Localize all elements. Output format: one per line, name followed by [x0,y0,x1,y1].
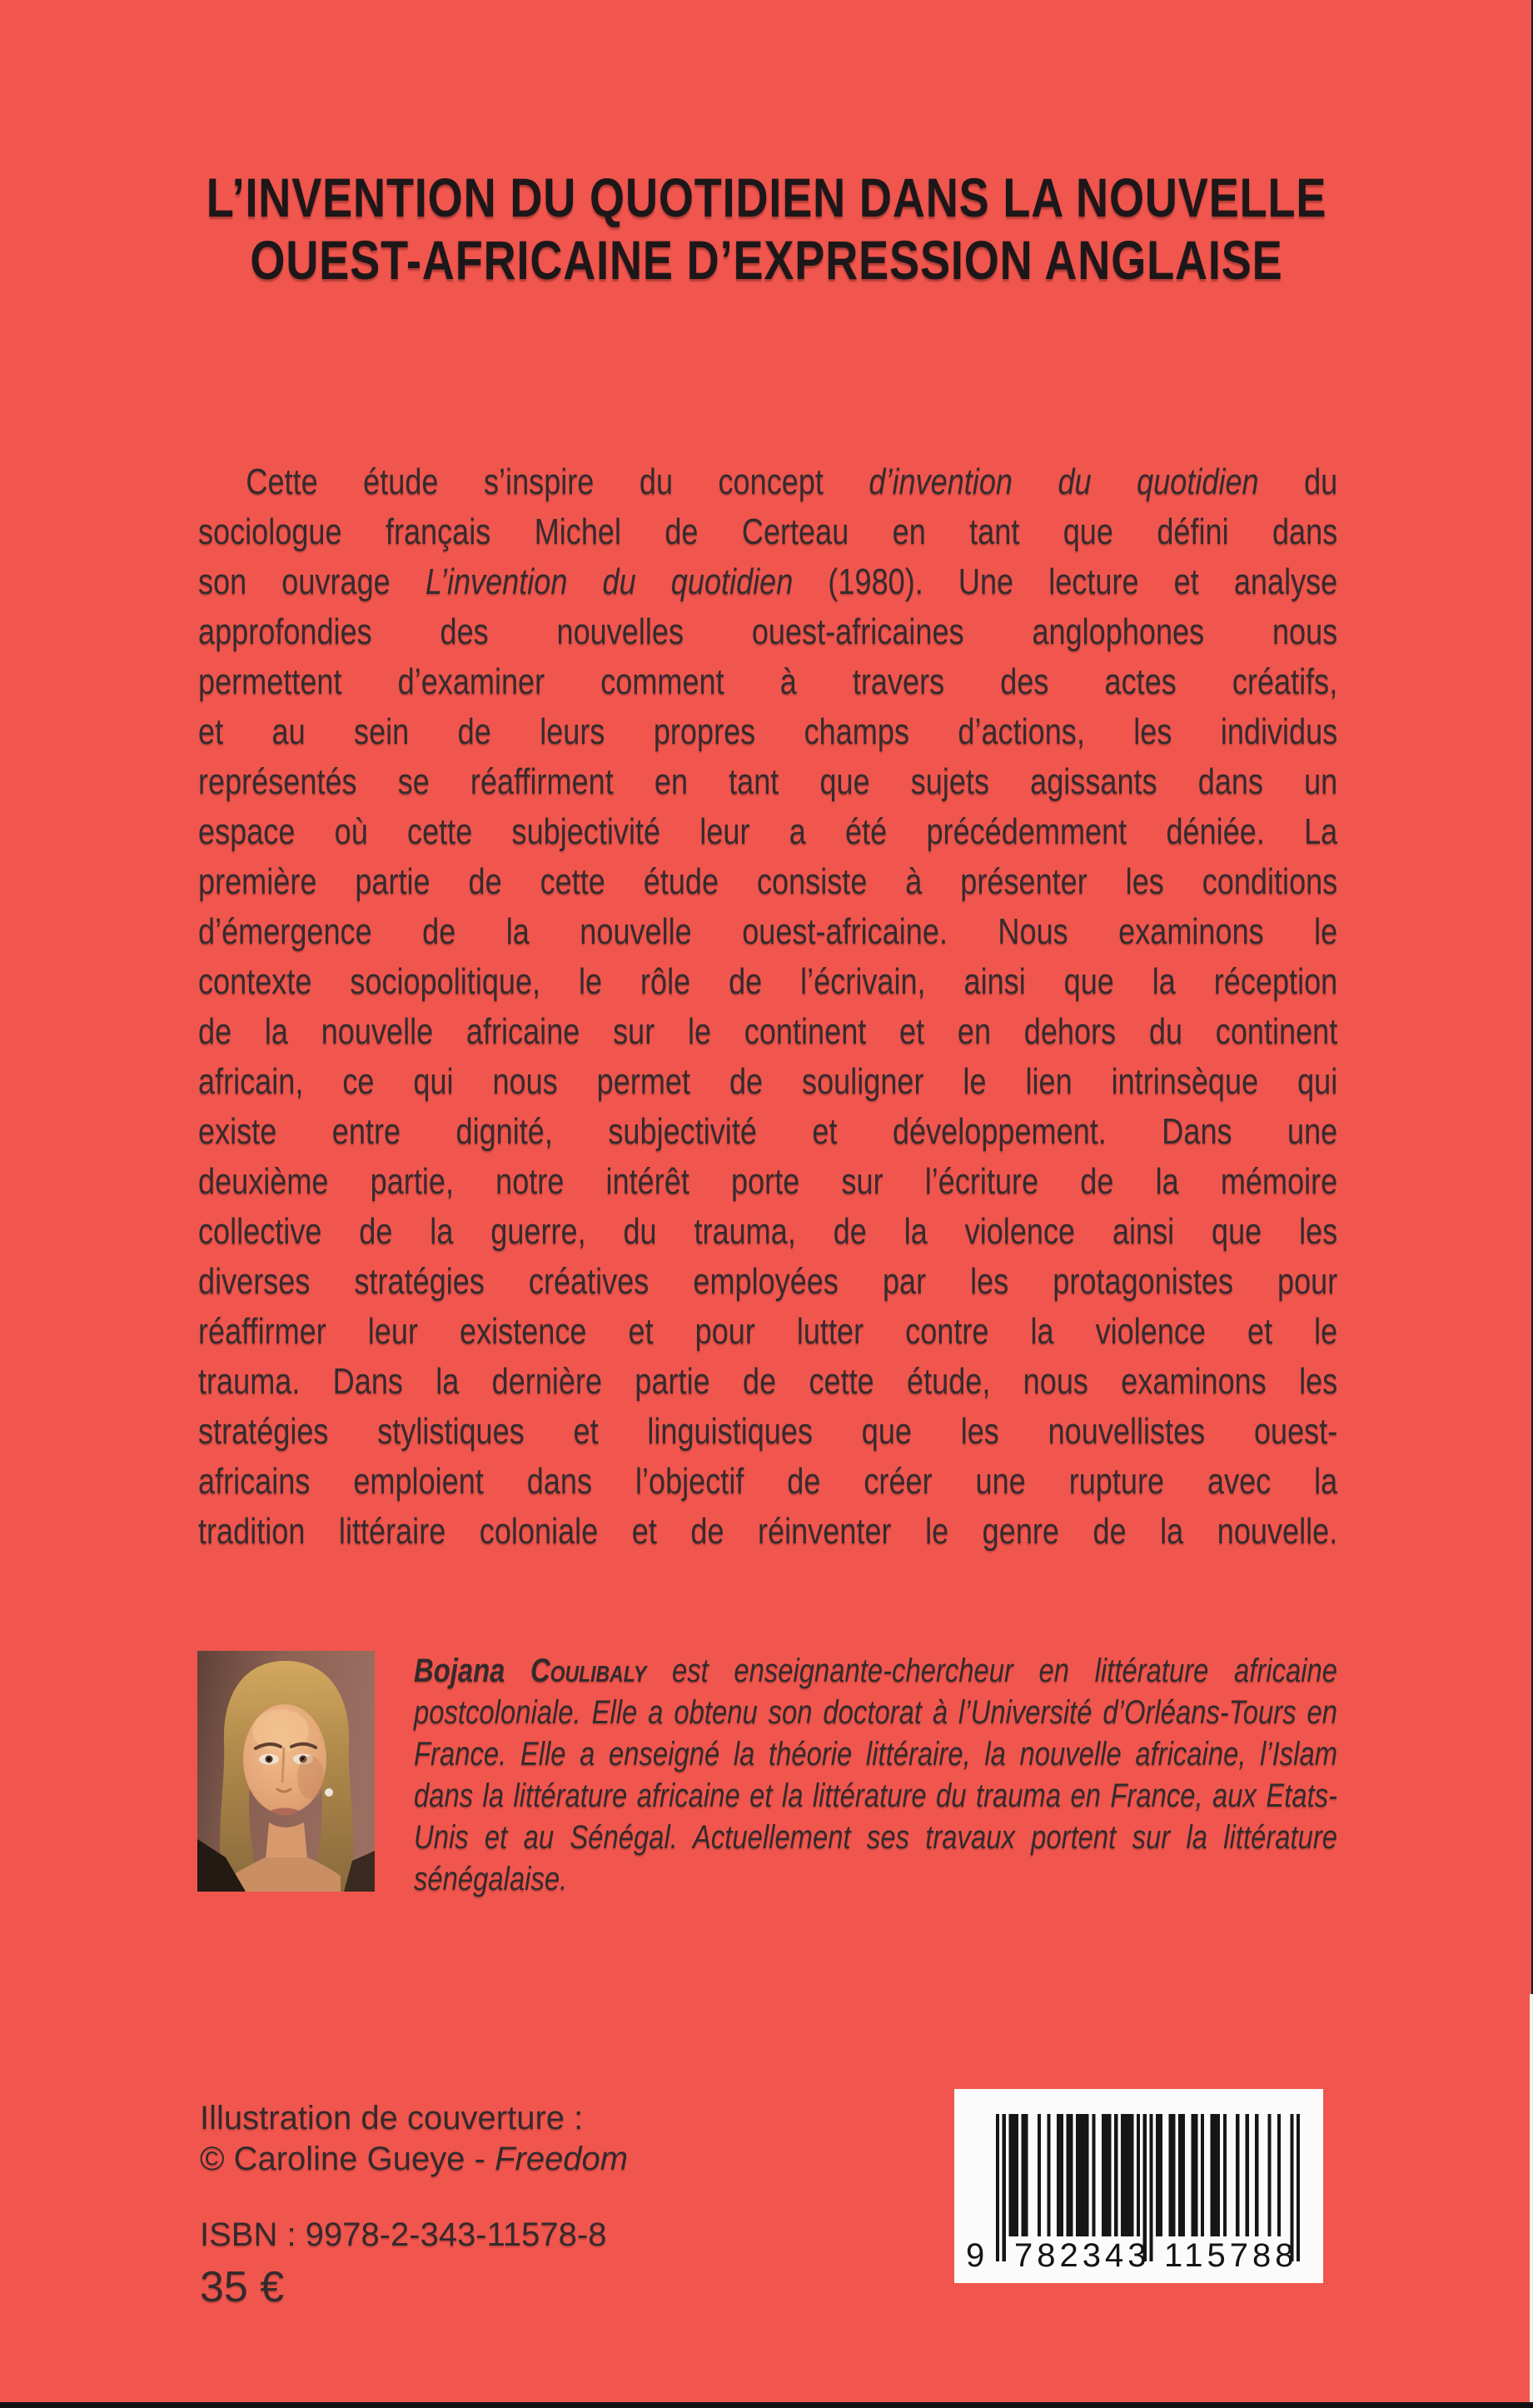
author-portrait-illustration [197,1651,375,1892]
synopsis-line: et au sein de leurs propres champs d’actions, les individus [198,711,1338,752]
barcode-digits [954,2237,1323,2276]
synopsis-line: réaffirmer leur existence et pour lutter contre la violence et le [198,1311,1338,1352]
scan-edge-bottom [0,2402,1533,2408]
synopsis-line: Cette étude s’inspire du concept d’invention du quotidien du [246,461,1338,502]
synopsis-line: d’émergence de la nouvelle ouest-africaine. Nous examinons le [198,911,1338,952]
synopsis-line: africain, ce qui nous permet de souligner le lien intrinsèque qui [198,1061,1338,1102]
credits [200,2098,629,2311]
synopsis-line: première partie de cette étude consiste à présenter les conditions [198,861,1338,902]
isbn: ISBN : 9978-2-343-11578-8 [200,2216,607,2253]
synopsis-line: diverses stratégies créatives employées par les protagonistes pour [198,1261,1338,1302]
barcode-group-2: 115788 [1164,2237,1298,2274]
synopsis-line: trauma. Dans la dernière partie de cette étude, nous examinons les [198,1361,1338,1402]
illustration-title: Freedom [495,2141,629,2177]
synopsis-line: permettent d’examiner comment à travers des actes créatifs, [198,661,1338,702]
synopsis-line: espace où cette subjectivité leur a été précédemment déniée. La [198,811,1338,852]
price: 35 € [200,2263,285,2311]
synopsis-line: collective de la guerre, du trauma, de la violence ainsi que les [198,1211,1338,1252]
synopsis-line: représentés se réaffirment en tant que sujets agissants dans un [198,761,1338,802]
barcode-group-1: 782343 [1014,2237,1151,2274]
synopsis-line: approfondies des nouvelles ouest-africaines anglophones nous [198,611,1338,652]
book-title-line-2: OUEST-AFRICAINE D’EXPRESSION ANGLAISE [250,229,1283,291]
illustration-credit-author: © Caroline Gueye - [200,2141,495,2177]
synopsis-line: sociologue français Michel de Certeau en tant que défini dans [198,511,1338,552]
barcode [954,2089,1323,2283]
book-title-line-1: L’INVENTION DU QUOTIDIEN DANS LA NOUVELLE [206,167,1327,228]
synopsis-line: de la nouvelle africaine sur le continent et en dehors du continent [198,1011,1338,1052]
synopsis-line: existe entre dignité, subjectivité et développement. Dans une [198,1111,1338,1152]
scan-edge-right-light [1530,1994,1533,2402]
author-bio-body: est enseignante-chercheur en littérature africaine postcoloniale. Elle a obtenu son doctorat à l’Université d’Orléans-Tours en France. Elle a enseigné la théorie littéraire, la nouvelle africaine, l’Islam dans la littérature africaine et la littérature du trauma en France, aux Etats-Unis et au Sénégal. Actuellement ses travaux portent sur la littérature sénégalaise. [414,1653,1338,1897]
author-bio-text [414,1650,1337,1900]
synopsis-line: deuxième partie, notre intérêt porte sur l’écriture de la mémoire [198,1161,1338,1202]
barcode-first-digit: 9 [966,2237,985,2274]
synopsis [198,457,1337,1557]
synopsis-line: contexte sociopolitique, le rôle de l’écrivain, ainsi que la réception [198,961,1338,1002]
book-title [138,167,1396,292]
synopsis-line: stratégies stylistiques et linguistiques que les nouvellistes ouest- [198,1411,1338,1452]
illustration-credit-line [200,2139,628,2180]
synopsis-line: son ouvrage L’invention du quotidien (1980). Une lecture et analyse [198,561,1338,602]
author-photo [197,1651,375,1892]
illustration-credit-label: Illustration de couverture : [200,2100,584,2136]
author-name: Bojana Coulibaly [414,1653,647,1689]
synopsis-line: africains emploient dans l’objectif de créer une rupture avec la [198,1461,1338,1502]
synopsis-line: tradition littéraire coloniale et de réinventer le genre de la nouvelle. [198,1511,1338,1552]
